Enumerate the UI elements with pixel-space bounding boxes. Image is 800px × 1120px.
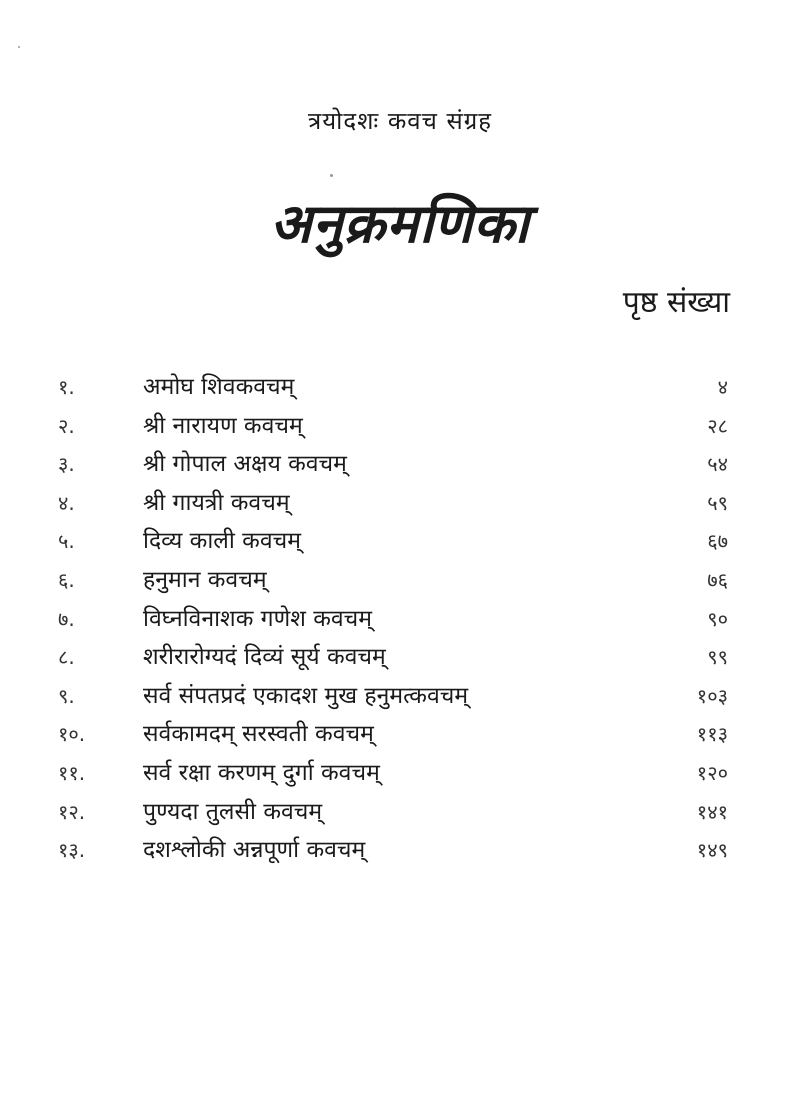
table-of-contents [0,368,800,870]
toc-item-title: सर्वकामदम् सरस्वती कवचम् [143,721,374,748]
toc-item-title: शरीरारोग्यदं दिव्यं सूर्य कवचम् [143,644,386,671]
toc-item-page: ५९ [707,490,728,515]
toc-item-page: १४९ [696,838,728,863]
toc-item-title: श्री नारायण कवचम् [143,412,303,439]
toc-row [0,600,800,639]
toc-item-number: १३. [58,838,86,863]
toc-item-title: सर्व संपतप्रदं एकादश मुख हनुमत्कवचम् [143,682,469,709]
scan-speck [330,174,333,177]
toc-row [0,638,800,677]
toc-item-number: ५. [58,529,75,554]
toc-row [0,831,800,870]
page-title: अनुक्रमणिका [270,192,530,255]
toc-item-page: ४ [717,375,728,399]
scan-speck [18,46,20,48]
toc-item-page: ९० [707,606,728,631]
toc-item-page: १०३ [696,683,728,708]
toc-item-title: हनुमान कवचम् [143,566,267,593]
toc-item-number: ८. [58,645,75,670]
page-number-column-header: पृष्ठ संख्या [622,285,730,320]
toc-item-page: १२० [696,760,728,785]
toc-item-page: ६७ [707,529,728,554]
toc-item-title: विघ्नविनाशक गणेश कवचम् [143,605,373,632]
toc-item-title: पुण्यदा तुलसी कवचम् [143,798,323,825]
toc-item-title: श्री गायत्री कवचम् [143,489,290,516]
book-header-title: त्रयोदशः कवच संग्रह [307,107,493,135]
toc-item-page: ११३ [696,722,728,747]
toc-row [0,484,800,523]
toc-row [0,407,800,446]
toc-item-number: १०. [58,722,86,747]
toc-item-page: १४१ [696,799,728,824]
toc-row [0,561,800,600]
toc-item-page: ७६ [707,567,728,592]
toc-row [0,522,800,561]
toc-row [0,715,800,754]
toc-item-page: ५४ [707,452,728,477]
toc-item-title: सर्व रक्षा करणम् दुर्गा कवचम् [143,759,380,786]
toc-row [0,677,800,716]
toc-item-title: दशश्लोकी अन्नपूर्णा कवचम् [143,837,366,864]
toc-item-number: ११. [58,760,86,785]
toc-item-title: श्री गोपाल अक्षय कवचम् [143,451,347,478]
toc-row [0,368,800,407]
toc-item-number: ९. [58,683,75,708]
toc-item-title: अमोघ शिवकवचम् [143,374,295,400]
toc-item-page: २८ [707,413,728,438]
toc-item-number: ४. [58,490,75,515]
toc-row [0,445,800,484]
toc-item-number: १२. [58,799,86,824]
toc-item-number: ६. [58,567,75,592]
toc-row [0,754,800,793]
toc-item-number: १. [58,375,75,399]
toc-item-number: ३. [58,452,75,477]
toc-item-title: दिव्य काली कवचम् [143,528,301,555]
toc-item-number: २. [58,413,75,438]
toc-item-number: ७. [58,606,75,631]
toc-item-page: ९९ [707,645,728,670]
toc-row [0,793,800,832]
